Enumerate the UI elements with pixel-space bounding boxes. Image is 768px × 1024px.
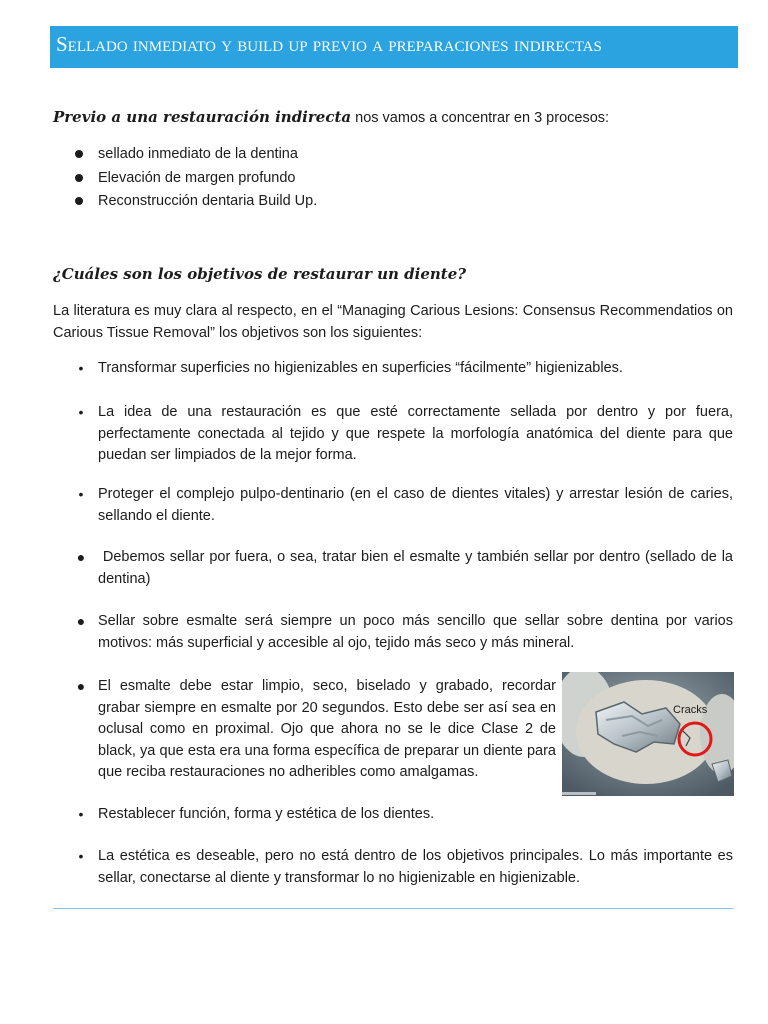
bullet-icon: • [78,404,84,420]
bullet-icon: ● [76,678,86,694]
list-item: • Transformar superficies no higienizables en superficies “fácilmente” higienizables. [76,358,733,380]
tooth-crack-illustration [562,672,734,796]
list-item: ● Sellar sobre esmalte será siempre un poco más sencillo que sellar sobre dentina por varios motivos: más superficial y accesible al ojo, tejido más seco y más mineral. [76,613,733,651]
bullet-icon: • [78,806,84,822]
list-item: sellado inmediato de la dentina [75,144,317,168]
document-title: Sellado inmediato y build up previo a preparaciones indirectas [50,26,738,68]
bullet-icon [75,174,83,182]
bullet-icon: • [78,848,84,864]
bullet-icon: ● [76,549,86,565]
list-item: • Proteger el complejo pulpo-dentinario (en el caso de dientes vitales) y arrestar lesión de caries, sellando el diente. [76,484,733,527]
bullet-icon: • [78,486,84,502]
list-item: • La estética es deseable, pero no está dentro de los objetivos principales. Lo más importante es sellar, conectarse al diente y transformar lo no higienizable en higienizable. [76,846,733,889]
bullet-icon: • [78,360,84,376]
list-item: • La idea de una restauración es que esté correctamente sellada por dentro y por fuera, perfectamente conectada al tejido y que respete la morfología anatómica del diente para que puedan ser limpiados de la mejor forma. [76,402,733,467]
list-item: Reconstrucción dentaria Build Up. [75,191,317,215]
cracks-label: Cracks [673,704,708,716]
list-item: ● Debemos sellar por fuera, o sea, tratar bien el esmalte y también sellar por dentro (sellado de la dentina) [76,549,738,587]
footer-divider [53,908,733,909]
process-list [75,144,317,215]
bullet-icon [75,150,83,158]
intro-line [53,108,609,126]
bullet-icon [75,197,83,205]
bullet-icon: ● [76,613,86,629]
list-item: ● El esmalte debe estar limpio, seco, biselado y grabado, recordar grabar siempre en esmalte por 20 segundos. Esto debe ser así sea en oclusal como en proximal. Ojo que ahora no se le dice Clase 2 de black, ya que esta era una forma específica de preparar un diente para que reciba restauraciones no adheribles como amalgamas. [76,678,556,780]
intro-emphasis: Previo a una restauración indirecta [53,108,352,126]
intro-rest: nos vamos a concentrar en 3 procesos: [351,110,610,126]
tooth-crack-photo [562,672,734,796]
literature-paragraph: La literatura es muy clara al respecto, en el “Managing Carious Lesions: Consensus Recommendatios on Carious Tissue Removal” los objetivos son los siguientes: [53,303,733,341]
list-item: • Restablecer función, forma y estética de los dientes. [76,804,733,826]
list-item: Elevación de margen profundo [75,168,317,192]
objectives-heading: ¿Cuáles son los objetivos de restaurar un diente? [53,265,467,283]
